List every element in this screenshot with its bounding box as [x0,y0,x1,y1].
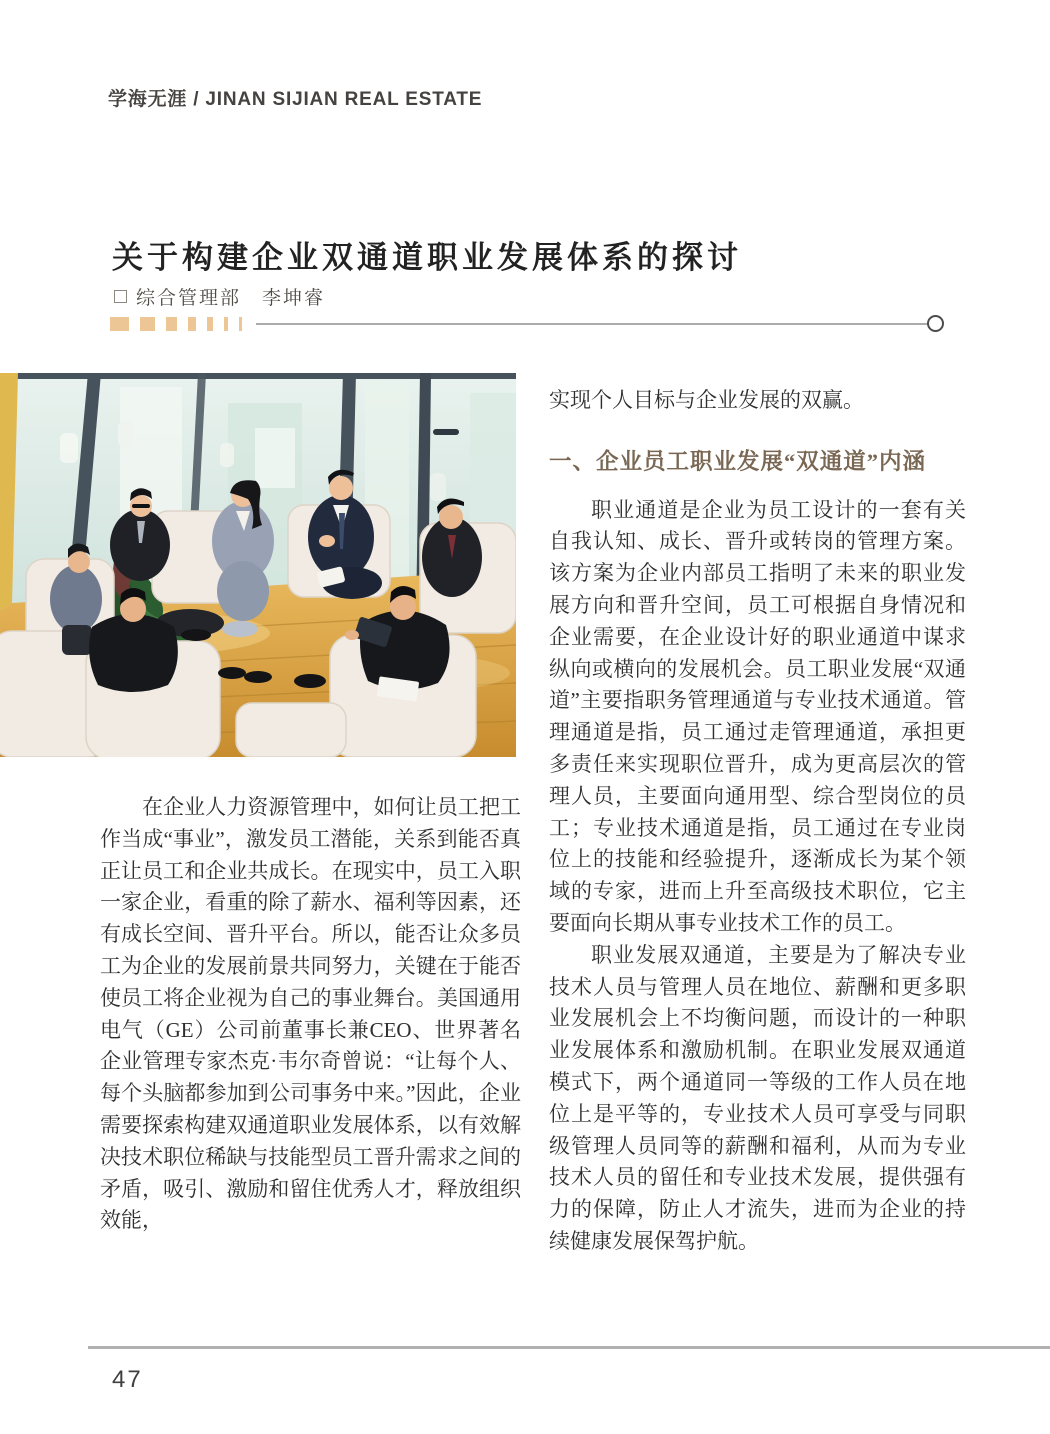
decor-line [256,323,928,325]
decor-bar [239,317,242,331]
article-title: 关于构建企业双通道职业发展体系的探讨 [112,240,742,275]
byline-text: 综合管理部 李坤睿 [136,288,326,309]
body-paragraph: 职业发展双通道，主要是为了解决专业技术人员与管理人员在地位、薪酬和更多职业发展机会上不均衡问题，而设计的一种职业发展体系和激励机制。在职业发展双通道模式下，两个通道同一等级的工作人员在地位上是平等的，专业技术人员可享受与同职级管理人员同等的薪酬和福利，从而为专业技术人员的留任和专业技术发展，提供强有力的保障，防止人才流失，进而为企业的持续健康发展保驾护航。 [549,942,966,1253]
page-number: 47 [112,1366,143,1393]
body-paragraph: 在企业人力资源管理中，如何让员工把工作当成“事业”，激发员工潜能，关系到能否真正让员工和企业共成长。在现实中，员工入职一家企业，看重的除了薪水、福利等因素，还有成长空间、晋升平台。所以，能否让众多员工为企业的发展前景共同努力，关键在于能否使员工将企业视为自己的事业舞台。美国通用电气（GE）公司前董事长兼CEO、世界著名企业管理专家杰克·韦尔奇曾说：“让每个人、每个头脑都参加到公司事务中来。”因此，企业需要探索构建双通道职业发展体系，以有效解决技术职位稀缺与技能型员工晋升需求之间的矛盾，吸引、激励和留住优秀人才，释放组织效能， [100,795,521,1233]
decor-bar [188,317,196,331]
footer-rule [88,1346,1050,1349]
decor-circle-icon [927,315,944,332]
decor-bar [166,317,177,331]
decor-bar [110,317,129,331]
right-column [549,385,966,1258]
decor-bar [140,317,155,331]
byline [114,283,325,310]
meeting-photo [0,373,516,757]
title-decoration [110,316,944,331]
body-paragraph: 职业通道是企业为员工设计的一套有关自我认知、成长、晋升或转岗的管理方案。该方案为企业内部员工指明了未来的职业发展方向和晋升空间，员工可根据自身情况和企业需要，在企业设计好的职业通道中谋求纵向或横向的发展机会。员工职业发展“双通道”主要指职务管理通道与专业技术通道。管理通道是指，员工通过走管理通道，承担更多责任来实现职位晋升，成为更高层次的管理人员，主要面向通用型、综合型岗位的员工；专业技术通道是指，员工通过在专业岗位上的技能和经验提升，逐渐成长为某个领域的专家，进而上升至高级技术职位，它主要面向长期从事专业技术工作的员工。 [549,497,966,935]
byline-square-icon [114,290,127,303]
page-header: 学海无涯 / JINAN SIJIAN REAL ESTATE [108,89,483,110]
decor-bar [224,317,228,331]
decor-bar [207,317,213,331]
body-paragraph-continuation: 实现个人目标与企业发展的双赢。 [549,388,864,412]
left-column [100,792,521,1237]
section-heading: 一、企业员工职业发展“双通道”内涵 [549,448,927,474]
